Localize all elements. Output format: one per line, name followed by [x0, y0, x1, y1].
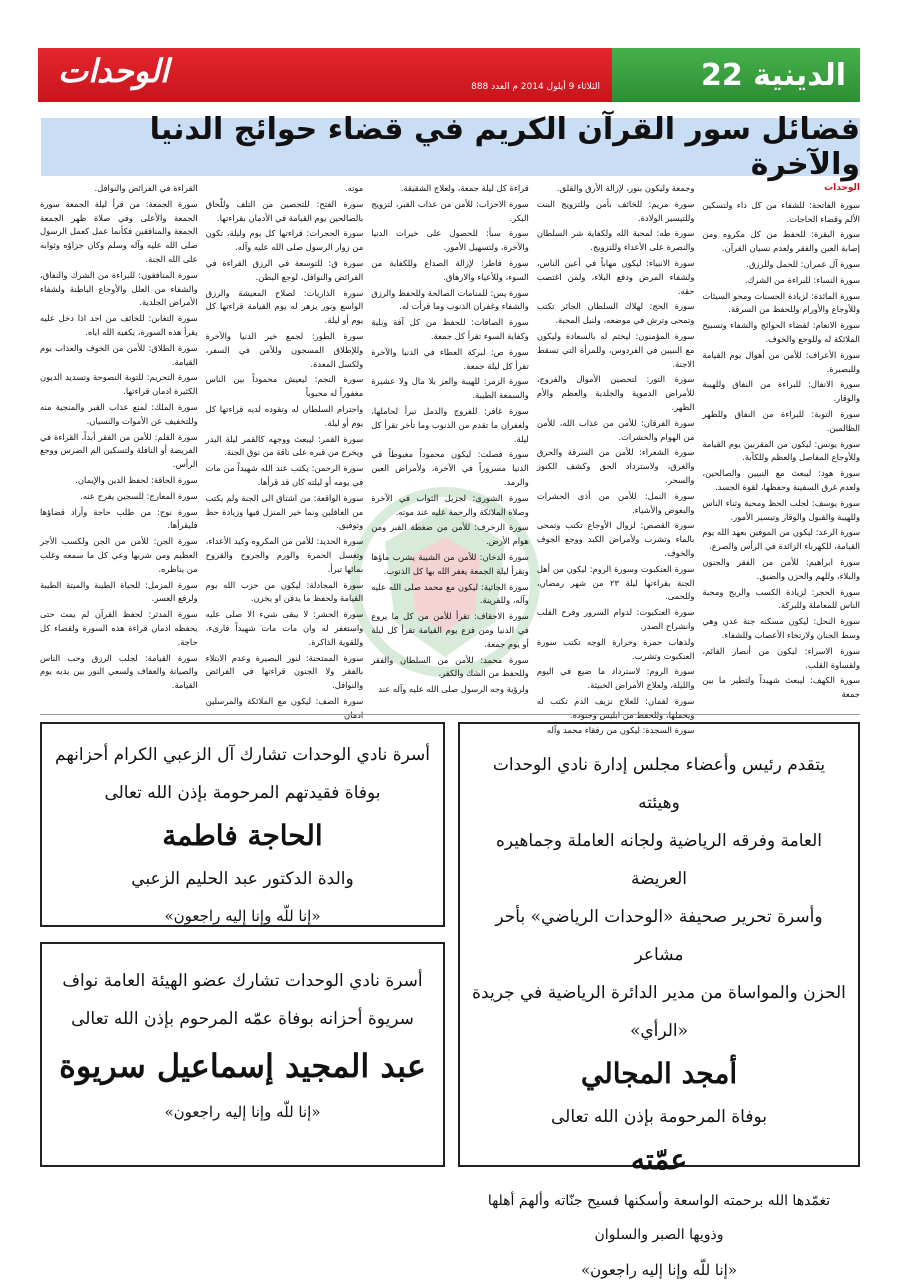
article-paragraph: سورة سبأ: للحصول على خيرات الدنيا والآخرة، ولتسهيل الأمور.: [371, 228, 529, 253]
article-paragraph: سورة المجادلة: ليكون من حزب الله يوم القيامة ولحفظ ما يدفن او يخزن.: [205, 579, 364, 604]
article-column-5: [40, 182, 198, 702]
article-column-4: [205, 182, 364, 706]
condolence-top-left-line1: أسرة نادي الوحدات تشارك آل الزعبي الكرام أحزانهم: [55, 745, 430, 765]
article-paragraph: ولرؤية وجه الرسول صلى الله عليه وآله عند: [378, 684, 529, 695]
section-divider: [40, 714, 860, 715]
page-number: 22: [700, 57, 743, 93]
article-paragraph: سورة القصص: لزوال الأوجاع تكتب وتمحى بالماء وتشرب ولأمراض الكبد ووجع الجوف والخوف.: [536, 520, 695, 558]
article-column-3: [371, 182, 529, 702]
article-paragraph: سورة فصلت: ليكون محموداً مغبوطاً في الدنيا مسروراً في الآخرة، ولأمراض العين والرمد.: [371, 449, 529, 487]
article-paragraph: سورة الروم: لاسترداد ما ضيع في اليوم والليلة، ولعلاج الأمراض الخبيثة.: [536, 666, 695, 691]
article-paragraph: سورة الزخرف: للأمن من ضغطة القبر ومن هوام الأرض.: [371, 522, 529, 547]
article-paragraph: سورة المدثر: لحفظ القرآن لم يمت حتى يحفظه ادمان قراءة هذه السورة ولقضاء كل حاجة.: [40, 609, 198, 647]
article-paragraph: سورة الجن: للأمن من الجن ولكسب الأجر العظيم ومن شربها وعي كل ما سمعه وغلب من يناظره.: [40, 536, 198, 574]
article-paragraph: سورة الشورى: لجزيل الثواب في الآخرة وصلاة الملائكة والرحمة عليه عند موته.: [371, 492, 529, 517]
article-paragraph: سورة المؤمنون: ليختم له بالسعادة وليكون مع النبيين في الفردوس، وللمرأة التي تسقط الاجنة.: [536, 330, 695, 369]
condolence-main-relation: عمّته: [630, 1143, 688, 1176]
article-paragraph: موته.: [344, 183, 364, 193]
article-paragraph: سورة الحجر: لزيادة الكسب والربح ومحبة الناس للمعاملة وللبركة.: [702, 586, 860, 611]
article-paragraph: سورة الأعراف: للأمن من أهوال يوم القيامة وللبصيرة.: [702, 349, 860, 374]
article-paragraph: قراءة كل ليلة جمعة، ولعلاج الشقيقة.: [400, 183, 529, 193]
article-paragraph: سورة الحج: لهلاك السلطان الجائر تكتب وتمحى وترش في موضعه، ولنيل المحبة.: [536, 301, 695, 326]
article-paragraph: سورة طه: لمحبة الله ولكفاية شر السلطان والنصرة على الأعداء وللتزويج.: [536, 228, 695, 253]
article-paragraph: وجمعة وليكون بنور، لإزالة الأرق والقلق.: [556, 183, 695, 193]
article-paragraph: سورة البقرة: للحفظ من كل مكروه ومن إصابة العين والفقر ولعدم نسيان القرآن.: [702, 229, 860, 254]
article-column-2: [536, 182, 695, 736]
article-column-1: [702, 182, 860, 702]
article-paragraph: سورة التغابن: للخائف من احد اذا دخل عليه يقرأ هذه السورة، يكفيه الله اياه.: [40, 313, 198, 337]
article-paragraph: سورة مريم: للخائف بأمن وللتزويج البنت وللتيسير الولادة.: [536, 198, 695, 223]
condolence-top-left-name: الحاجة فاطمة: [162, 819, 323, 852]
article-paragraph: سورة الحجرات: قراءتها كل يوم وليلة، تكون من زوار الرسول صلى الله عليه وآله.: [205, 228, 364, 253]
article-paragraph: سورة الاسراء: ليكون من أنصار القائم، ولقساوة القلب.: [702, 645, 860, 670]
article-paragraph: سورة يس: للمنامات الصالحة وللحفظ والرزق والشفاء وغفران الذنوب وما قرأت له.: [371, 287, 529, 312]
article-paragraph: سورة المنافقون: للبراءة من الشرك والنفاق، والشفاء من العلل والأوجاع الباطنة ولشفاء الأمراض الجلدية.: [40, 269, 198, 308]
page-section: [701, 58, 846, 93]
article-title-banner: [41, 112, 860, 182]
article-paragraph: سورة الرحمن: يكتب عند الله شهيداً من مات في يومه أو ليلته كان قد قرأها.: [205, 463, 364, 487]
article-paragraph: القراءة في الفرائض والنوافل.: [94, 183, 198, 193]
header-green-band: [612, 48, 860, 102]
article-paragraph: سورة ص: لبركة العطاء في الدنيا والآخرة تقرأ كل ليلة جمعة.: [371, 346, 529, 371]
article-paragraph: ولذهاب حمرة وحرارة الوجه تكتب سورة العنكبوت وتشرب.: [536, 636, 695, 661]
condolence-bottom-left-line1: أسرة نادي الوحدات تشارك عضو الهيئة العامة نواف: [62, 971, 423, 991]
article-paragraph: سورة التوبة: للبراءة من النفاق وللظهر الظالمين.: [702, 408, 860, 433]
article-paragraph: سورة التحريم: للتوبة النصوحة وتسديد الديون الكثيرة ادمان قراءتها.: [40, 372, 198, 397]
condolence-main-line4: الحزن والمواساة من مدير الدائرة الرياضية في جريدة «الرأي»: [472, 983, 846, 1041]
article-paragraph: سورة الفتح: للتحصين من التلف وللّحاق بالصالحين يوم القيامة في الأدمان بقراءتها.: [205, 198, 364, 223]
article-paragraph: سورة الذاريات: لصلاح المعيشة والرزق الواسع ونور يزهر له يوم القيامة قراءتها كل يوم أو ليلة.: [205, 287, 364, 326]
condolence-main-verse: «إنا للّه وإنا إليه راجعون»: [580, 1261, 738, 1279]
article-paragraph: سورة القلم: للأمن من الفقر أبداً، القراءة في الفريضة أو النافلة ولتسكين الم الضرس ووجع الرأس.: [40, 431, 198, 470]
condolence-main-name: أمجد المجالي: [580, 1057, 738, 1090]
condolence-main: [458, 722, 860, 1279]
header-red-band: [38, 48, 612, 102]
newspaper-logo: الوحدات: [58, 52, 169, 90]
condolence-top-left: [40, 722, 445, 927]
article-paragraph: سورة النحل: ليكون مسكنه جنة عدن وهي وسط الجنان ولارتخاء الأعصاب وللشفاء.: [702, 616, 860, 640]
condolence-top-left-line3: والدة الدكتور عبد الحليم الزعبي: [131, 869, 354, 889]
page-header: [38, 48, 860, 102]
article-paragraph: سورة لقمان: للعلاج نزيف الدم تكتب له: [536, 695, 695, 706]
condolence-bottom-left-line2: سريوة أحزانه بوفاة عمّه المرحوم بإذن الله تعالى: [71, 1009, 414, 1029]
condolence-bottom-left-name: عبد المجيد إسماعيل سريوة: [59, 1047, 426, 1085]
article-paragraph: سورة الحاقة: لحفظ الدين والإيمان.: [75, 474, 198, 485]
article-paragraph: سورة المعارج: للسجين يفرج عنه.: [80, 490, 198, 501]
article-paragraph: سورة السجدة: ليكون من رفقاء محمد وآله: [546, 725, 695, 736]
condolence-main-prayer: تغمّدها الله برحمته الواسعة وأسكنها فسيح جنّاته وألهمَ أهلها وذويها الصبر والسلوان: [487, 1193, 831, 1243]
article-paragraph: سورة الصف: ليكون مع الملائكة والمرسلين: [205, 695, 364, 706]
article-paragraph: سورة هود: ليبعث مع النبيين والصالحين، ولعدم غرق السفينة وحفظها، لقوة الجسد.: [702, 468, 860, 492]
article-paragraph: سورة القمر: ليبعث ووجهه كالقمر ليلة البدر ويخرج من قبره على ناقة من نوق الجنة.: [205, 433, 364, 458]
article-paragraph: سورة الرعد: ليكون من الموفين بعهد الله يوم القيامة، للكهرباء الزائدة في الرأس والصرع.: [702, 527, 860, 552]
article-paragraph: سورة الاحقاف: تقرأ للأمن من كل ما يروع في الدنيا ومن فزع يوم القيامة تقرأ كل ليلة أو يوم جمعة.: [371, 611, 529, 649]
article-paragraph: سورة المائدة: لزيادة الحسنات ومحو السيئات وللأوجاع والأورام وللحفظ من السرقة.: [702, 290, 860, 315]
article-paragraph: سورة فاطر: لإزالة الصداع وللكفاية من السوء، وللأعياء والارهاق.: [371, 257, 529, 282]
article-paragraph: سورة الاحزاب: للأمن من عذاب القبر، لتزويج البكر.: [371, 198, 529, 223]
condolence-bottom-left: [40, 942, 445, 1167]
article-paragraph: سورة النور: لتحصين الأموال والفروج، للأمراض الدموية والجلدية والعظم والأم الظهر.: [536, 374, 695, 412]
article-paragraph: سورة النجم: ليعيش محموداً بين الناس مغفوراً له محبوباً: [205, 374, 364, 399]
article-paragraph: سورة ابراهيم: للأمن من الفقر والجنون والبلاء، وللهم والحزن والضيق.: [702, 556, 860, 581]
article-paragraph: سورة المزمل: للحياة الطيبة والميتة الطيبة ولرفع العسر.: [40, 579, 198, 604]
article-paragraph: سورة الواقعة: من اشتاق الى الجنة ولم يكتب من الغافلين ونما خير المنزل فيها وزيادة حظ وتوفيق.: [205, 492, 364, 531]
article-paragraph: سورة القيامة: لجلب الرزق وحب الناس والصيانة والعفاف ولسعي النور بين يديه يوم القيامة.: [40, 652, 198, 691]
section-name: الدينية: [753, 57, 846, 93]
article-paragraph: سورة الانبياء: ليكون مهاباً في أعين الناس، ولشفاء المرض ودفع البلاء، ولمن اغتصب حقه.: [536, 257, 695, 296]
condolence-main-line5: بوفاة المرحومة بإذن الله تعالى: [550, 1107, 768, 1127]
article-paragraph: سورة ق: للتوسعة في الرزق القراءة في الفرائض والنوافل، لوجع البطن.: [205, 257, 364, 282]
article-paragraph: سورة العنكبوت وسورة الروم: ليكون من أهل الجنة بقراءتها ليلة ٢٣ من شهر رمضان، وللحمى.: [536, 563, 695, 602]
article-paragraph: سورة غافر: للفروج والدمل تبرأ لحاملها، ولغفران ما تقدم من الذنوب وما تأخر تقرأ كل ليلة.: [371, 405, 529, 444]
condolence-bottom-left-verse: «إنا للّه وإنا إليه راجعون»: [164, 1103, 321, 1121]
article-paragraph: سورة الممتحنة: لنور البصيرة وعدم الابتلاء بالفقر ولا الجنون قراءتها في الفرائض والنوافل.: [205, 652, 364, 691]
article-paragraph: سورة الكهف: ليبعث شهيداً ولتطير ما بين جمعة: [702, 675, 860, 700]
article-paragraph: سورة الحديد: للأمن من المكروه وكيد الأعداء، وتغسل الحمرة والورم والجروح والقروح بمائها تبرأ.: [205, 536, 364, 574]
condolence-main-line3: وأسرة تحرير صحيفة «الوحدات الرياضي» بأحر مشاعر: [495, 907, 823, 965]
article-paragraph: سورة الصافات: للحفظ من كل آفة وبلية وكفاية السوء تقرأ كل جمعة.: [371, 317, 529, 341]
article-paragraph: سورة الطور: لجمع خير الدنيا والآخرة وللإطلاق المسجون وللأمن في السفر، ولكسل المعدة.: [205, 330, 364, 369]
article-paragraph: سورة نوح: من طلب حاجة وأراد قضاؤها فليقرأها.: [40, 506, 198, 531]
article-paragraph: سورة محمد: للأمن من السلطان والفقر وللحفظ من الشك والكفر.: [371, 654, 529, 679]
condolence-main-line2: العامة وفرقه الرياضية ولجانه العاملة وجماهيره العريضة: [496, 831, 822, 889]
article-paragraph: سورة الطلاق: للأمن من الخوف والعذاب يوم القيامة.: [40, 342, 198, 367]
article-paragraph: سورة يوسف: لجلب الحظ ومحبة وثناء الناس وللهيبة والقبول والوقار وتيسير الأمور.: [702, 497, 860, 522]
article-body: [40, 182, 860, 736]
article-paragraph: سورة الدخان: للأمن من الشيبة يشرب ماؤها ونقرأ ليلة الجمعة يغفر الله بها كل الذنوب.: [371, 551, 529, 576]
article-paragraph: سورة الزمر: للهيبة والعز بلا مال ولا عشيرة والسمعة الطيبة.: [371, 376, 529, 401]
article-paragraph: سورة يونس: ليكون من المقربين يوم القيامة وللأوجاع المفاصل والعظم وللكآبة.: [702, 438, 860, 463]
article-paragraph: سورة النمل: للأمن من أذى الحشرات والبعوض والأشياء.: [536, 490, 695, 515]
article-paragraph: سورة الفاتحة: للشفاء من كل داء ولتسكين الألم وقضاء الحاجات.: [702, 199, 860, 224]
article-paragraph: سورة الحشر: لا يبقى شيء الا صلى عليه واستغفر له وان مات مات شهيداً قارىء، وللقوية الذاكرة.: [205, 609, 364, 647]
article-byline: الوحدات: [824, 183, 860, 193]
article-columns: [40, 182, 860, 736]
article-paragraph: واحترام السلطان له وتقوده لديه قراءتها كل يوم أو ليلة.: [205, 403, 364, 428]
article-paragraph: سورة الانفال: للبراءة من النفاق وللهيبة والوقار.: [702, 379, 860, 404]
condolence-top-left-line2: بوفاة فقيدتهم المرحومة بإذن الله تعالى: [104, 783, 381, 803]
article-paragraph: سورة الشعراء: للأمن من السرقة والحرق والغرق، ولاسترداد الحق وكشف الكنوز والسحر.: [536, 447, 695, 485]
article-paragraph: سورة الفرقان: للأمن من عذاب الله، للأمن من الهوام والحشرات.: [536, 417, 695, 442]
article-paragraph: سورة النساء: للبراءة من الشرك.: [744, 274, 860, 285]
article-title: فضائل سور القرآن الكريم في قضاء حوائج الدنيا والآخرة: [149, 112, 860, 182]
article-paragraph: سورة العنكبوت: لدوام السرور وفرح القلب وانشراح الصدر.: [536, 607, 695, 631]
condolence-top-left-verse: «إنا للّه وإنا إليه راجعون»: [164, 907, 321, 925]
issue-info: الثلاثاء 9 أيلول 2014 م العدد 888: [471, 82, 600, 92]
article-paragraph: سورة الانعام: لقضاء الحوائج والشفاء وتسبيح الملائكة له وللوجع والخوف.: [702, 320, 860, 344]
condolence-main-line1: يتقدم رئيس وأعضاء مجلس إدارة نادي الوحدات وهيئته: [492, 755, 826, 813]
article-paragraph: سورة الجمعة: من قرأ ليلة الجمعة سورة الجمعة والأعلى وفي صلاة ظهر الجمعة الجمعة والمنافقين فكأنما عمل كعمل الرسول صلى الله عليه وآله وسلم وكان جزاؤه وثوابه على الله الجنة.: [40, 198, 198, 264]
article-paragraph: سورة الجاثية: ليكون مع محمد صلى الله عليه وآله، وللقرينة.: [371, 581, 529, 606]
article-paragraph: سورة آل عمران: للحمل وللرزق.: [746, 258, 860, 269]
article-paragraph: سورة الملك: لمنع عذاب القبر والمنجية منه وللتخفيف عن الأموات والنسيان.: [40, 401, 198, 426]
